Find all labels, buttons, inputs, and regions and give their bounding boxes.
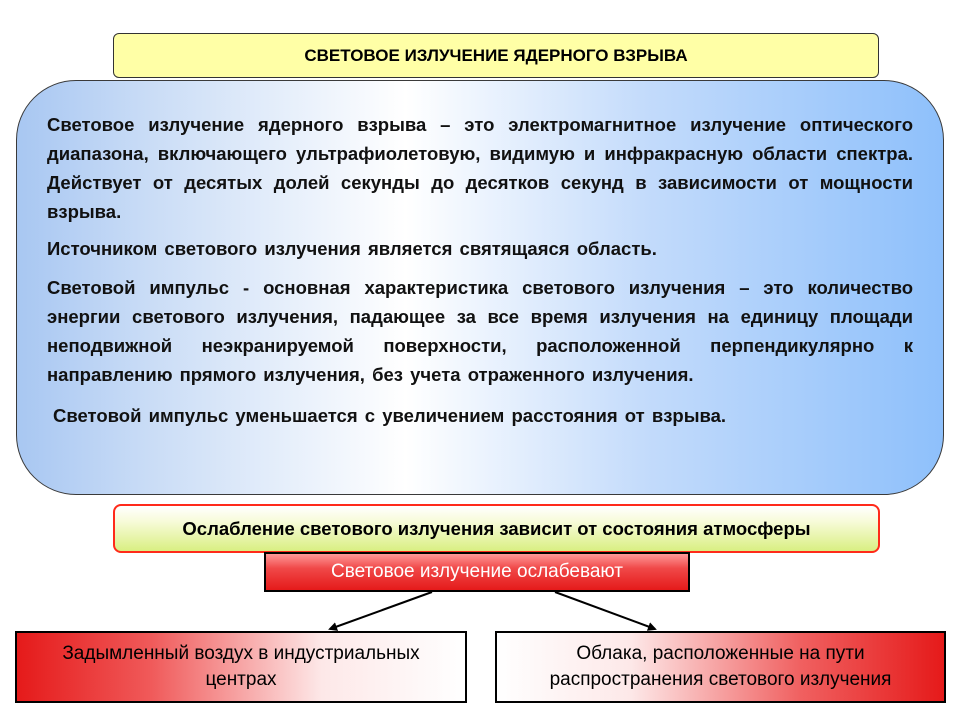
impulse-distance-paragraph: Световой импульс уменьшается с увеличением расстояния от взрыва. <box>53 405 727 426</box>
clouds-factor-text <box>550 641 892 693</box>
smoke-factor-line2: центрах <box>205 669 277 690</box>
arrow-left-connector <box>330 592 432 629</box>
definition-paragraph: Световое излучение ядерного взрыва – это электромагнитное излучение оптического диапазона, включающего ультрафиолетовую, видимую и инфракрасную области спектра. Действует от десятых долей секунды до десятков секунд в зависимости от мощности взрыва. <box>47 114 913 222</box>
slide-title: СВЕТОВОЕ ИЗЛУЧЕНИЕ ЯДЕРНОГО ВЗРЫВА <box>113 33 879 78</box>
definition-panel <box>16 80 944 495</box>
smoke-factor-box <box>15 631 467 703</box>
weakened-by-box: Световое излучение ослабевают <box>264 552 690 592</box>
atmosphere-note: Ослабление светового излучения зависит от состояния атмосферы <box>113 504 880 553</box>
arrow-right-connector <box>555 592 655 629</box>
smoke-factor-text <box>62 641 419 693</box>
source-paragraph: Источником светового излучения является святящаяся область. <box>47 238 657 259</box>
clouds-factor-line2: распространения светового излучения <box>549 669 892 690</box>
smoke-factor-line1: Задымленный воздух в индустриальных <box>62 643 420 664</box>
light-impulse-paragraph: Световой импульс - основная характеристика светового излучения – это количество энергии светового излучения, падающее за все время излучения на единицу площади неподвижной неэкранируемой поверхности, расположенной перпендикулярно к направлению прямого излучения, без учета отраженного излучения. <box>47 277 913 385</box>
clouds-factor-box <box>495 631 946 703</box>
clouds-factor-line1: Облака, расположенные на пути <box>576 643 865 664</box>
